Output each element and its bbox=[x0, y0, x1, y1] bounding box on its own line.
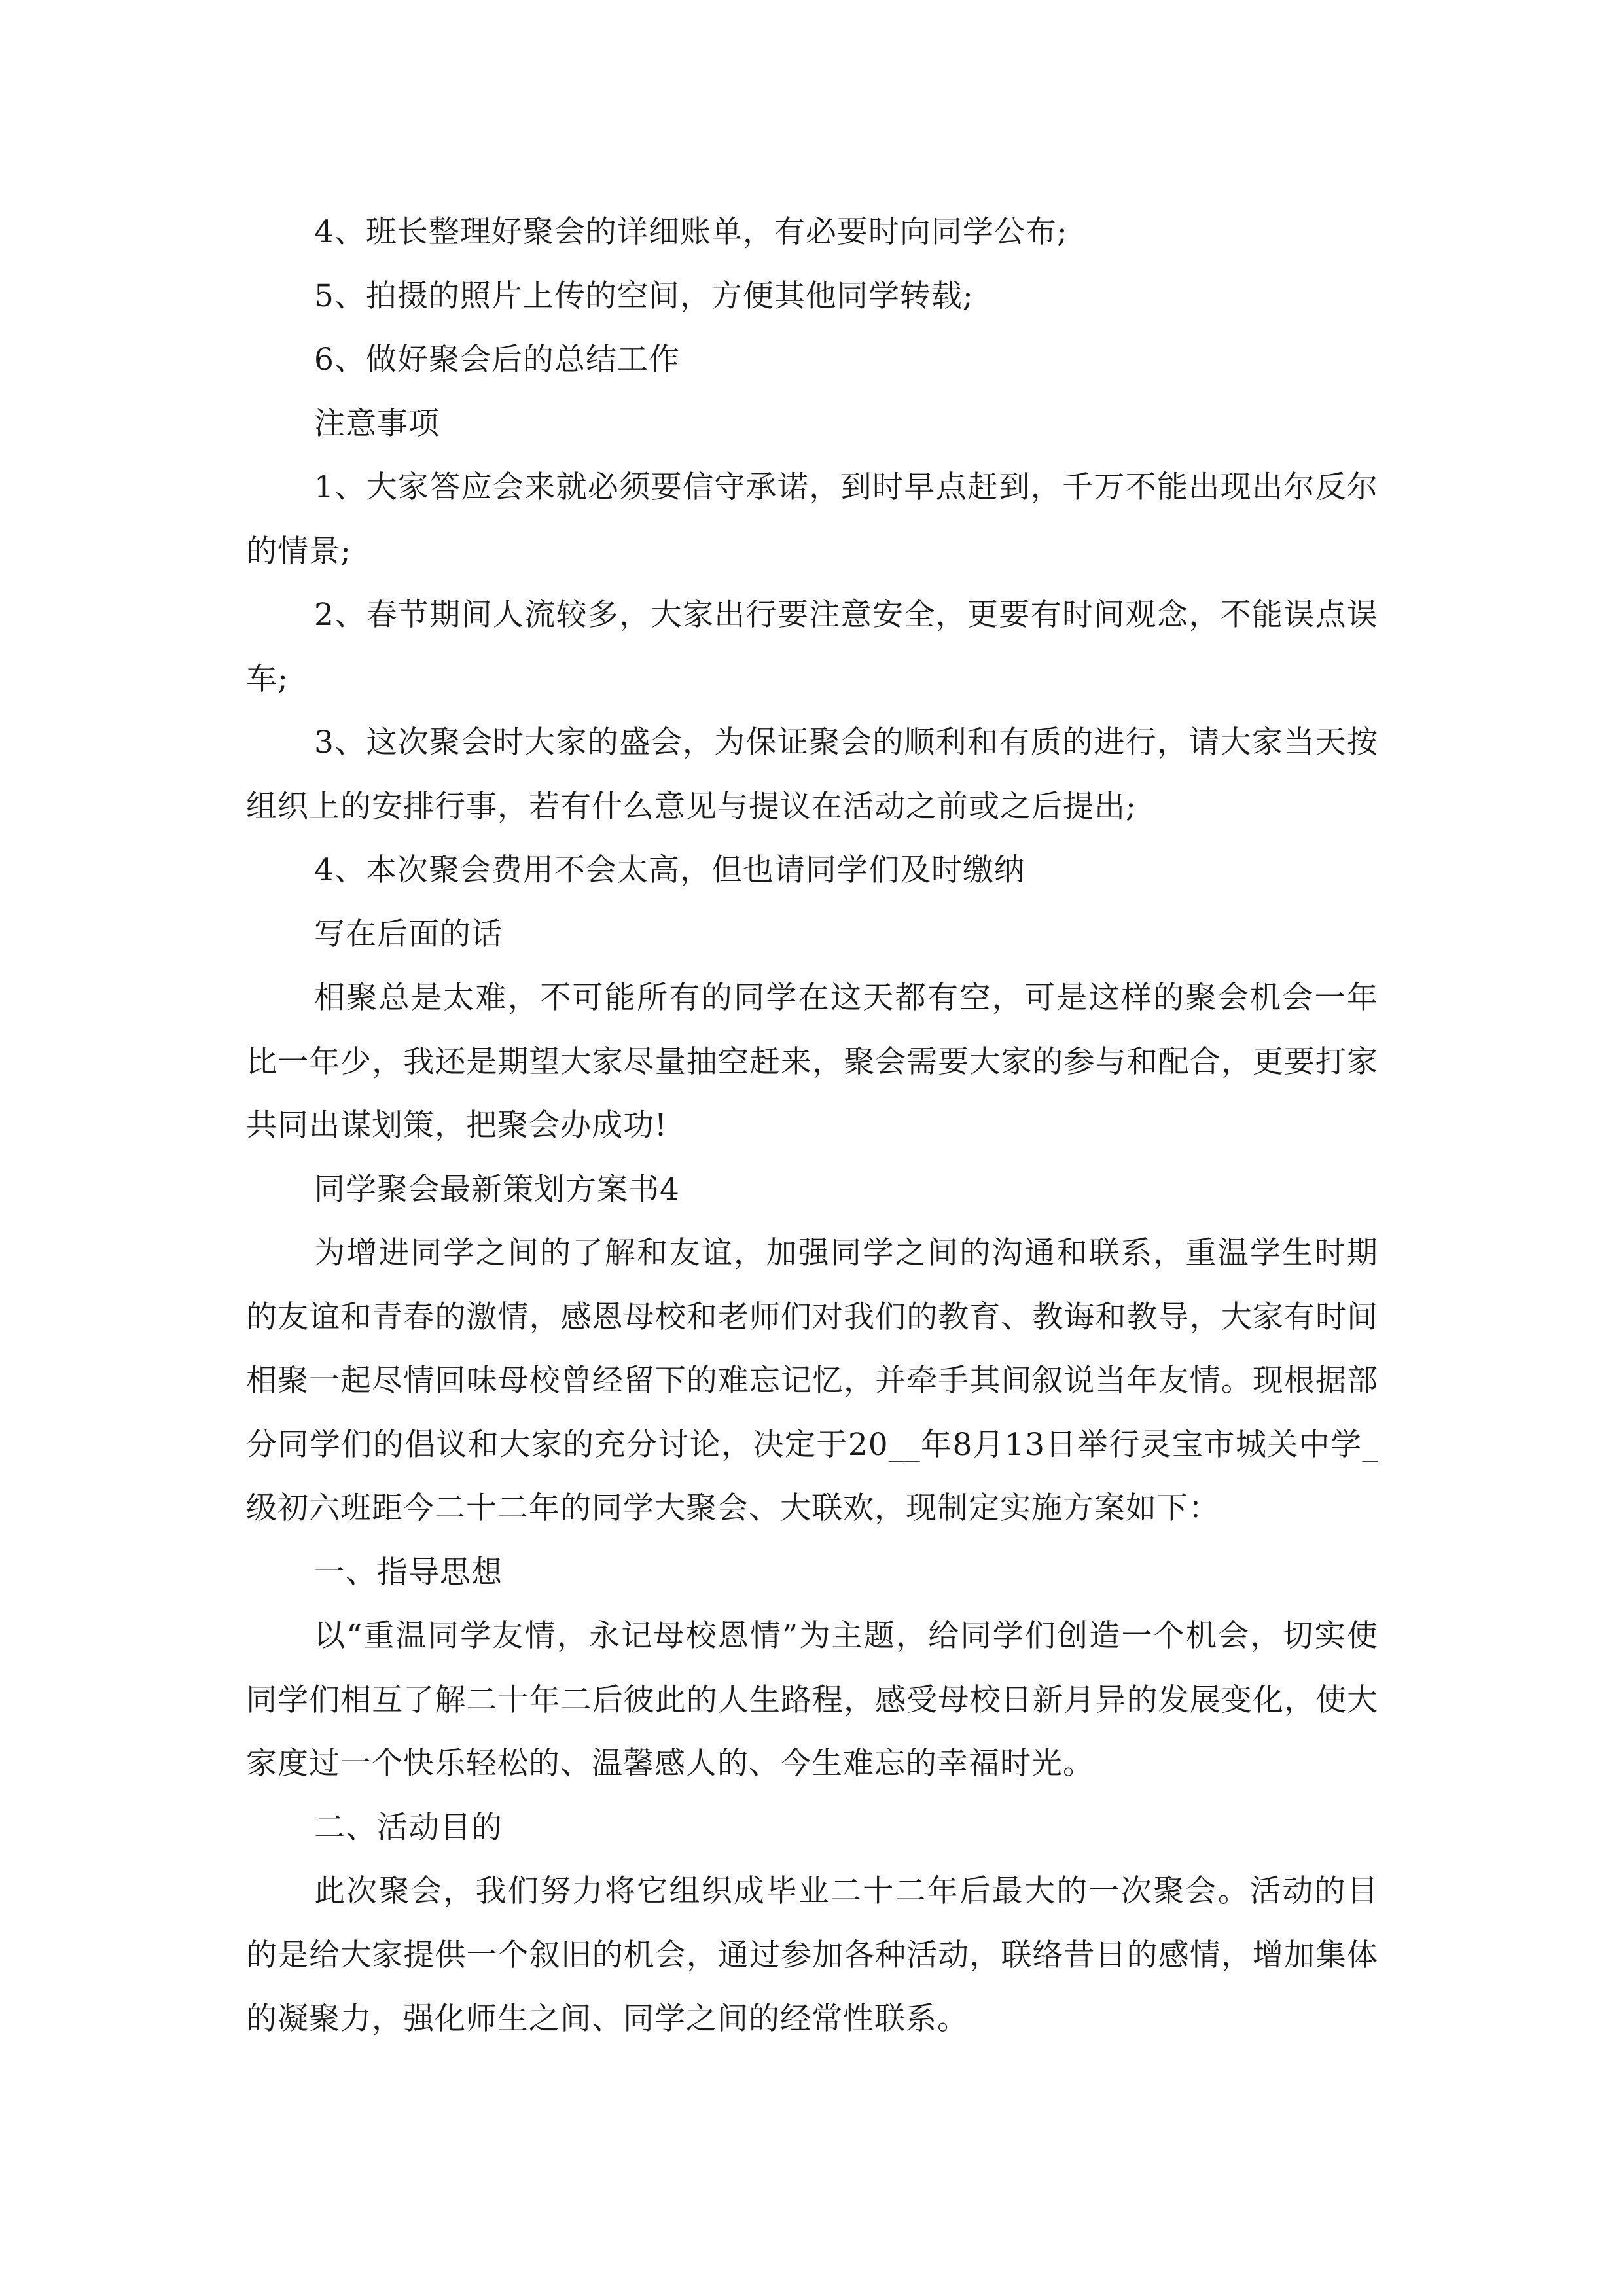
note-item-fee: 4、本次聚会费用不会太高，但也请同学们及时缴纳 bbox=[314, 852, 1026, 888]
list-item-bill: 4、班长整理好聚会的详细账单，有必要时向同学公布; bbox=[314, 214, 1068, 250]
list-item-photos: 5、拍摄的照片上传的空间，方便其他同学转载; bbox=[314, 278, 974, 314]
section-heading-afterword: 写在后面的话 bbox=[314, 916, 503, 952]
document-body bbox=[246, 200, 1378, 2051]
section-heading-notes: 注意事项 bbox=[314, 405, 440, 442]
note-item-safety: 2、春节期间人流较多，大家出行要注意安全，更要有时间观念，不能误点误车; bbox=[246, 597, 1378, 697]
afterword-paragraph: 相聚总是太难，不可能所有的同学在这天都有空，可是这样的聚会机会一年比一年少，我还是期望大家尽量抽空赶来，聚会需要大家的参与和配合，更要打家共同出谋划策，把聚会办成功! bbox=[246, 980, 1378, 1143]
purpose-paragraph: 此次聚会，我们努力将它组织成毕业二十二年后最大的一次聚会。活动的目的是给大家提供一个叙旧的机会，通过参加各种活动，联络昔日的感情，增加集体的凝聚力，强化师生之间、同学之间的经常性联系。 bbox=[246, 1873, 1378, 2037]
plan-title: 同学聚会最新策划方案书4 bbox=[314, 1171, 680, 1208]
note-item-promise: 1、大家答应会来就必须要信守承诺，到时早点赶到，千万不能出现出尔反尔的情景; bbox=[246, 469, 1378, 569]
list-item-summary: 6、做好聚会后的总结工作 bbox=[314, 342, 680, 378]
guiding-idea-paragraph: 以“重温同学友情，永记母校恩情”为主题，给同学们创造一个机会，切实使同学们相互了解二十年二后彼此的人生路程，感受母校日新月异的发展变化，使大家度过一个快乐轻松的、温馨感人的、今生难忘的幸福时光。 bbox=[246, 1618, 1378, 1782]
plan-intro-paragraph: 为增进同学之间的了解和友谊，加强同学之间的沟通和联系，重温学生时期的友谊和青春的激情，感恩母校和老师们对我们的教育、教诲和教导，大家有时间相聚一起尽情回味母校曾经留下的难忘记忆，并牵手其间叙说当年友情。现根据部分同学们的倡议和大家的充分讨论，决定于20__年8月13日举行灵宝市城关中学_级初六班距今二十二年的同学大聚会、大联欢，现制定实施方案如下： bbox=[246, 1235, 1378, 1526]
section-heading-purpose: 二、活动目的 bbox=[314, 1809, 503, 1846]
note-item-arrangement: 3、这次聚会时大家的盛会，为保证聚会的顺利和有质的进行，请大家当天按组织上的安排行事，若有什么意见与提议在活动之前或之后提出; bbox=[246, 725, 1378, 825]
section-heading-guiding-idea: 一、指导思想 bbox=[314, 1554, 503, 1590]
